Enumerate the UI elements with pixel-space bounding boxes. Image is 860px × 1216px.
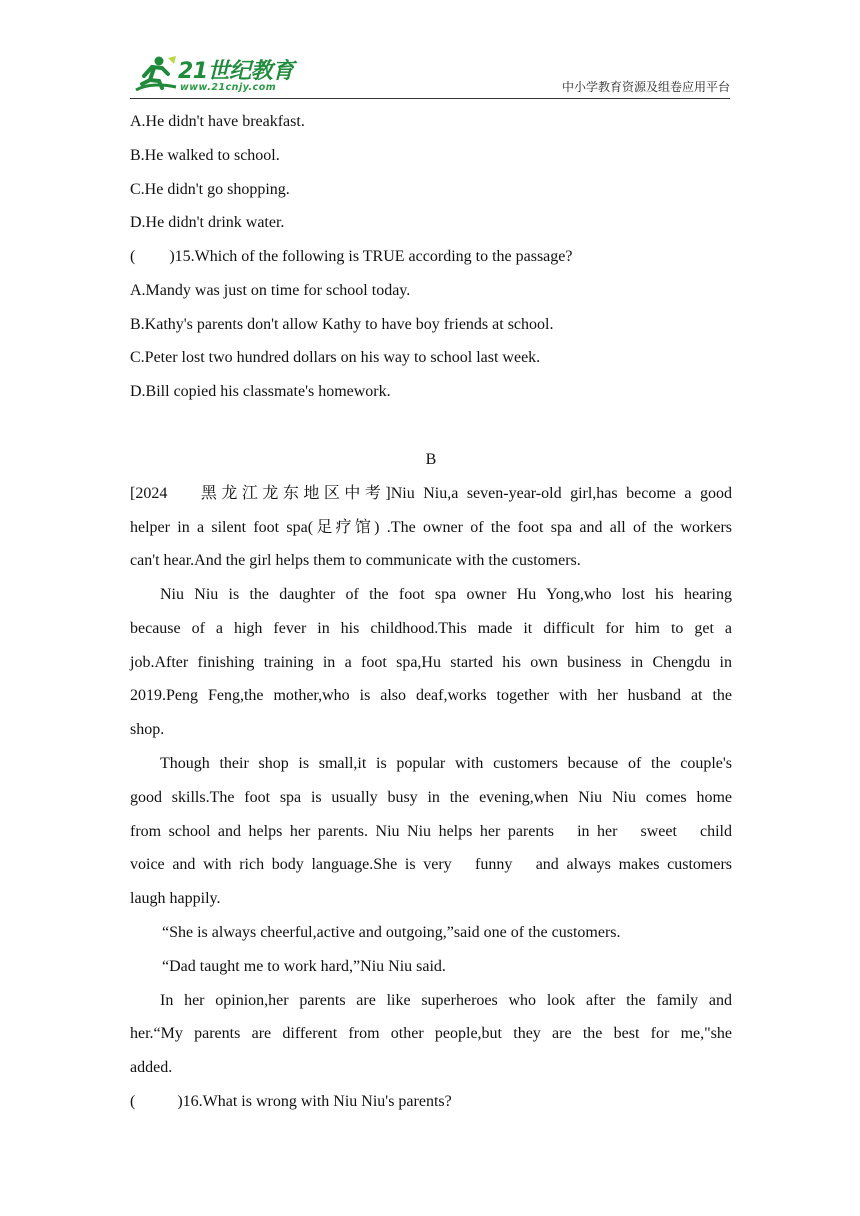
passage-line: good skills.The foot spa is usually busy in the evening,when Niu Niu comes home [130, 789, 732, 806]
logo-text: 21世纪教育 [178, 59, 294, 84]
q14-option-c: C.He didn't go shopping. [130, 181, 290, 198]
q15-option-c: C.Peter lost two hundred dollars on his way to school last week. [130, 349, 541, 366]
passage-line: can't hear.And the girl helps them to communicate with the customers. [130, 552, 581, 569]
q14-option-a: A.He didn't have breakfast. [130, 113, 305, 130]
passage-line: voice and with rich body language.She is very funny and always makes customers [130, 856, 733, 873]
passage-line: “Dad taught me to work hard,”Niu Niu said. [162, 958, 446, 975]
passage-line: helper in a silent foot spa(足疗馆) .The owner of the foot spa and all of the workers [130, 519, 732, 536]
answer-paren-open: ( [130, 1093, 136, 1110]
q16-stem-line [130, 1092, 732, 1112]
passage-line: because of a high fever in his childhood.This made it difficult for him to get a [130, 620, 732, 637]
section-title: B [425, 451, 437, 468]
answer-paren-open: ( [130, 248, 136, 265]
passage-line: from school and helps her parents. Niu Niu helps her parents in her sweet child [130, 823, 732, 840]
passage-line: In her opinion,her parents are like superheroes who look after the family and [160, 992, 732, 1009]
passage-line: added. [130, 1059, 173, 1076]
passage-line: shop. [130, 721, 165, 738]
passage-line: job.After finishing training in a foot spa,Hu started his own business in Chengdu in [130, 654, 732, 671]
passage-line: “She is always cheerful,active and outgoing,”said one of the customers. [162, 924, 621, 941]
logo [130, 52, 300, 96]
page-header [130, 50, 730, 99]
passage-line: Niu Niu is the daughter of the foot spa owner Hu Yong,who lost his hearing [160, 586, 732, 603]
q15-option-a: A.Mandy was just on time for school today. [130, 282, 411, 299]
q15-option-d: D.Bill copied his classmate's homework. [130, 383, 391, 400]
passage-line: [2024 黑龙江龙东地区中考]Niu Niu,a seven-year-old girl,has become a good [130, 485, 732, 502]
platform-name: 中小学教育资源及组卷应用平台 [561, 80, 730, 94]
q14-option-b: B.He walked to school. [130, 147, 280, 164]
passage-line: Though their shop is small,it is popular with customers because of the couple's [160, 755, 732, 772]
logo-url: www.21cnjy.com [180, 82, 277, 93]
q16-stem: )16.What is wrong with Niu Niu's parents? [177, 1093, 452, 1110]
passage-line: her.“My parents are different from other people,but they are the best for me,"she [130, 1025, 732, 1042]
q15-option-b: B.Kathy's parents don't allow Kathy to have boy friends at school. [130, 316, 554, 333]
q15-stem-line [130, 247, 732, 267]
passage-line: 2019.Peng Feng,the mother,who is also deaf,works together with her husband at the [130, 687, 732, 704]
q14-option-d: D.He didn't drink water. [130, 214, 285, 231]
q15-stem: )15.Which of the following is TRUE according to the passage? [169, 248, 573, 265]
runner-logo-icon [132, 54, 178, 94]
passage-line: laugh happily. [130, 890, 221, 907]
